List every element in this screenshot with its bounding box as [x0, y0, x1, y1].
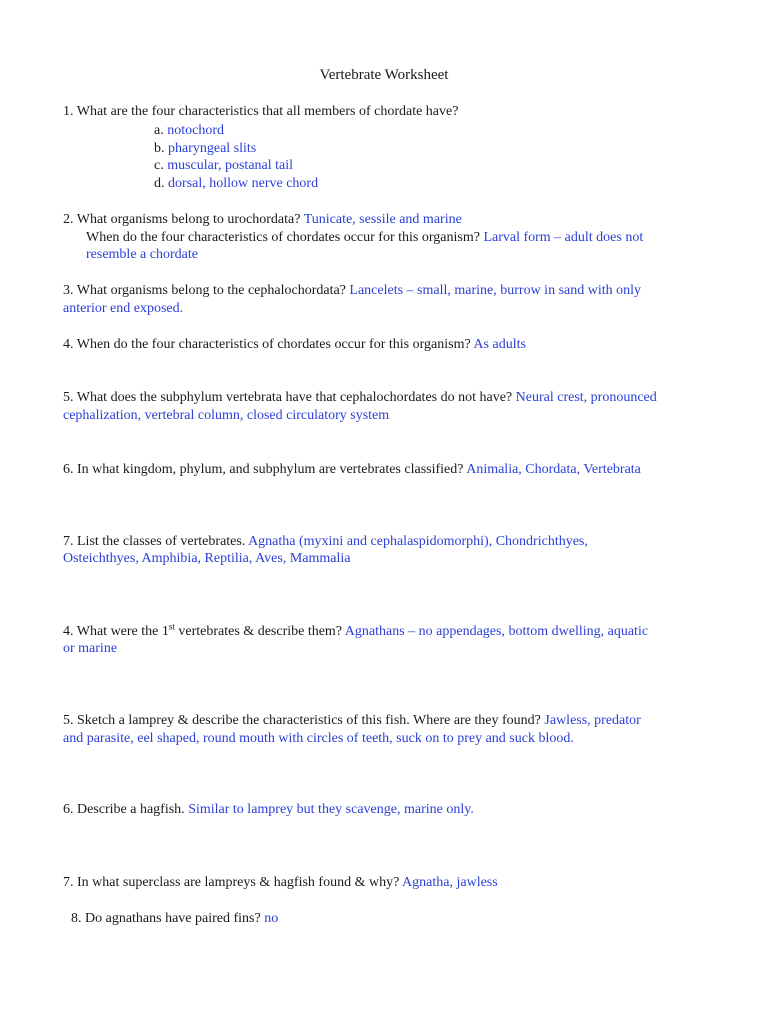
question-text: 4. When do the four characteristics of chordates occur for this organism?: [63, 337, 471, 352]
answer-text: Animalia, Chordata, Vertebrata: [466, 462, 641, 477]
question-3: [63, 282, 641, 300]
question-2: [63, 211, 462, 229]
question-text: When do the four characteristics of chordates occur for this organism?: [86, 230, 480, 245]
answer-text: As adults: [473, 337, 526, 352]
answer-text: anterior end exposed.: [63, 301, 184, 316]
question-text: [63, 621, 343, 639]
question-text: 7. List the classes of vertebrates.: [63, 534, 246, 549]
list-item: [154, 122, 224, 140]
question-7-second: [63, 874, 498, 892]
list-item: [154, 175, 318, 193]
question-6: [63, 461, 641, 479]
ordinal-suffix: st: [168, 621, 175, 632]
list-item: [154, 157, 293, 175]
answer-text: Osteichthyes, Amphibia, Reptilia, Aves, Mammalia: [63, 551, 351, 566]
question-2-sub: [86, 229, 643, 247]
question-7: [63, 533, 588, 551]
question-text: 6. In what kingdom, phylum, and subphylum are vertebrates classified?: [63, 462, 464, 477]
question-text: 8. Do agnathans have paired fins?: [71, 911, 261, 926]
question-text-end: vertebrates & describe them?: [174, 624, 343, 639]
answer-text: pharyngeal slits: [168, 141, 257, 156]
answer-text: Agnatha (myxini and cephalaspidomorphi), Chondrichthyes,: [248, 534, 588, 549]
question-8: [71, 910, 278, 928]
question-text: 2. What organisms belong to urochordata?: [63, 212, 301, 227]
answer-text: Lancelets – small, marine, burrow in sand with only: [349, 283, 642, 298]
question-text: 6. Describe a hagfish.: [63, 802, 185, 817]
answer-text: Tunicate, sessile and marine: [303, 212, 462, 227]
question-text: 3. What organisms belong to the cephalochordata?: [63, 283, 346, 298]
page-title: Vertebrate Worksheet: [319, 67, 449, 83]
question-text: 7. In what superclass are lampreys & hagfish found & why?: [63, 875, 400, 890]
answer-text: notochord: [167, 123, 224, 138]
question-6-second: [63, 801, 474, 819]
answer-text: Agnatha, jawless: [402, 875, 498, 890]
item-letter: a.: [154, 123, 164, 138]
answer-text: Larval form – adult does not: [483, 230, 644, 245]
question-text: 5. Sketch a lamprey & describe the characteristics of this fish. Where are they found?: [63, 713, 541, 728]
answer-text: muscular, postanal tail: [167, 158, 294, 173]
answer-text: resemble a chordate: [86, 247, 198, 262]
question-4: [63, 336, 526, 354]
answer-text: or marine: [63, 641, 118, 656]
answer-text: Neural crest, pronounced: [515, 390, 657, 405]
answer-text: Similar to lamprey but they scavenge, marine only.: [188, 802, 474, 817]
item-letter: b.: [154, 141, 165, 156]
question-5-second: [63, 712, 641, 730]
answer-text: and parasite, eel shaped, round mouth with circles of teeth, suck on to prey and suck blood.: [63, 731, 574, 746]
question-text-start: 4. What were the 1: [63, 624, 169, 639]
question-text: 5. What does the subphylum vertebrata have that cephalochordates do not have?: [63, 390, 513, 405]
question-1: [63, 103, 458, 121]
question-4-second: [63, 623, 648, 641]
question-text: 1. What are the four characteristics that all members of chordate have?: [63, 104, 459, 119]
question-5: [63, 389, 657, 407]
answer-text: cephalization, vertebral column, closed circulatory system: [63, 408, 390, 423]
list-item: [154, 140, 256, 158]
answer-text: Jawless, predator: [544, 713, 641, 728]
answer-text: Agnathans – no appendages, bottom dwelling, aquatic: [344, 624, 649, 639]
answer-text: dorsal, hollow nerve chord: [168, 176, 319, 191]
item-letter: d.: [154, 176, 165, 191]
item-letter: c.: [154, 158, 164, 173]
answer-text: no: [264, 911, 279, 926]
